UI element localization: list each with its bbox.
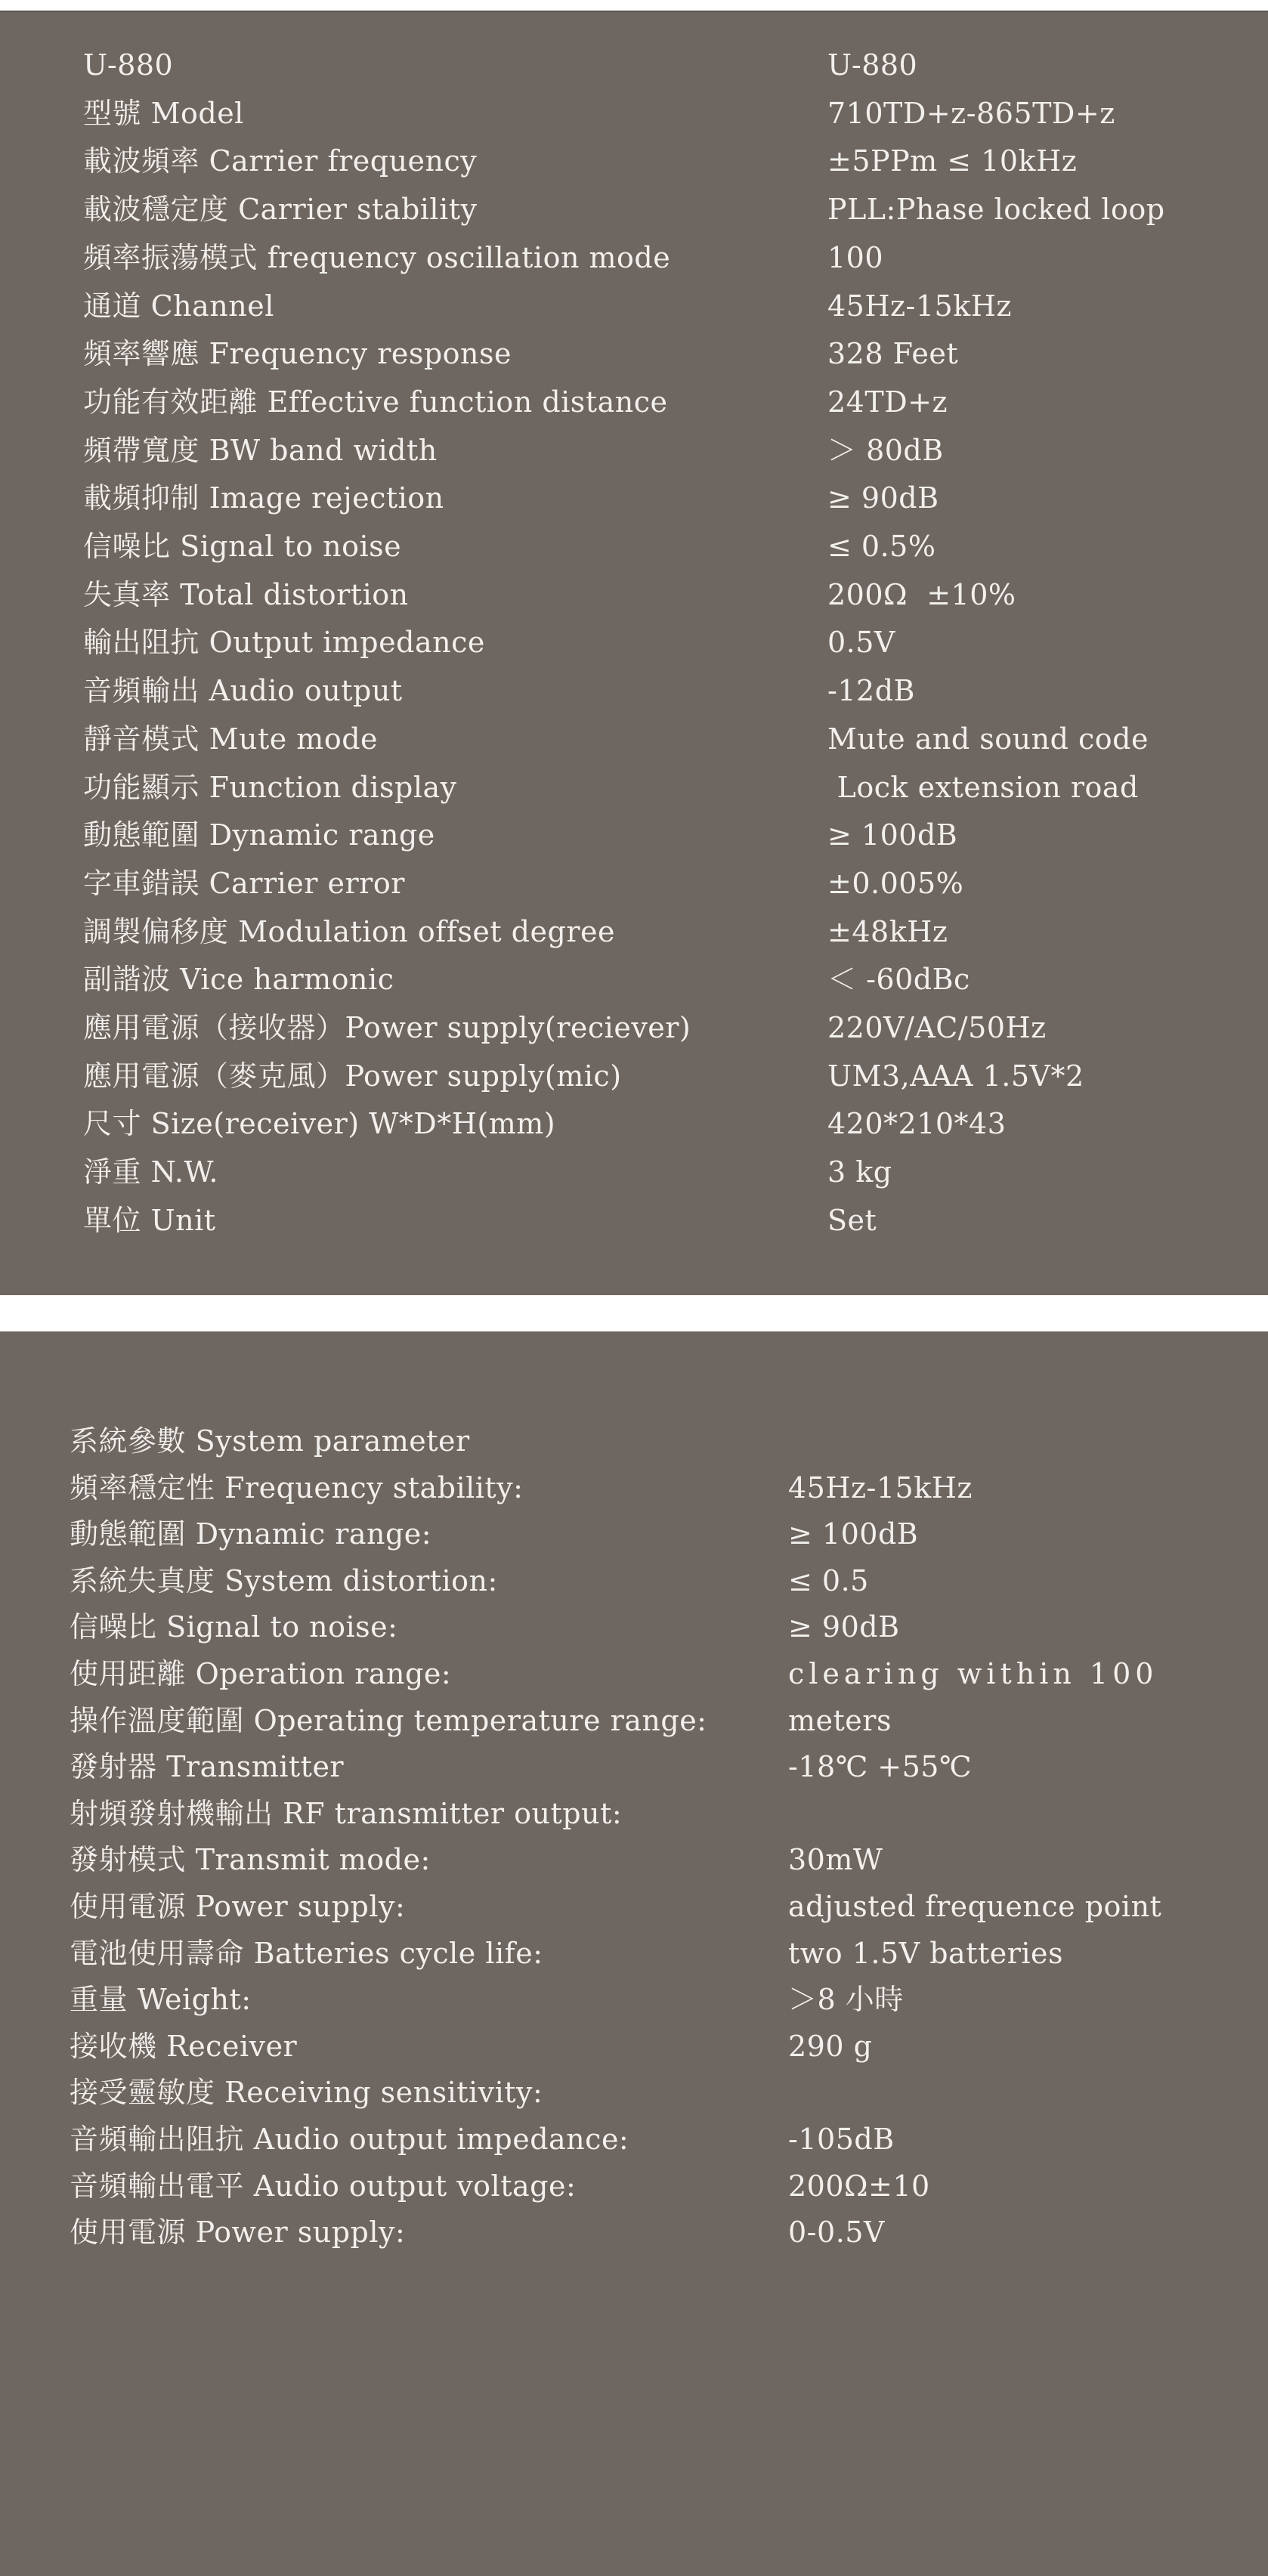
- spec-label: 應用電源（麥克風）Power supply(mic): [83, 1059, 622, 1093]
- spec-value: 3 kg: [827, 1155, 892, 1189]
- spec-row: [0, 1053, 1268, 1099]
- spec-label: 功能顯示 Function display: [83, 770, 457, 804]
- spec-label: 音頻輸出 Audio output: [83, 674, 403, 708]
- spec-value: Set: [827, 1203, 877, 1237]
- spec-value: -18℃ +55℃: [788, 1750, 972, 1784]
- spec-label: 功能有效距離 Effective function distance: [83, 385, 668, 419]
- spec-value: UM3,AAA 1.5V*2: [827, 1059, 1084, 1093]
- spec-value: ≥ 100dB: [788, 1517, 919, 1551]
- spec-row: [0, 331, 1268, 376]
- spec-row: [0, 572, 1268, 617]
- spec-row: [0, 235, 1268, 280]
- spec-row: [0, 1744, 1268, 1789]
- spec-value: 0.5V: [827, 626, 895, 660]
- spec-row: [0, 957, 1268, 1002]
- spec-row: [0, 1198, 1268, 1243]
- spec-label: 電池使用壽命 Batteries cycle life:: [70, 1936, 543, 1970]
- spec-label: 系統失真度 System distortion:: [70, 1563, 498, 1597]
- spec-row: [0, 2163, 1268, 2209]
- spec-label: 信噪比 Signal to noise: [83, 530, 402, 563]
- spec-value: PLL:Phase locked loop: [827, 193, 1165, 227]
- spec-value: -105dB: [788, 2123, 895, 2156]
- spec-value: Lock extension road: [827, 770, 1139, 804]
- spec-row: [0, 861, 1268, 906]
- spec-label: U-880: [83, 48, 174, 82]
- spec-value: Mute and sound code: [827, 722, 1149, 756]
- spec-row: [0, 1977, 1268, 2022]
- spec-value: 24TD+z: [827, 385, 948, 419]
- spec-row: [0, 1651, 1268, 1696]
- spec-label: 頻率穩定性 Frequency stability:: [70, 1470, 524, 1504]
- spec-label: 尺寸 Size(receiver) W*D*H(mm): [83, 1107, 556, 1141]
- spec-label: 動態範圍 Dynamic range: [83, 818, 435, 852]
- spec-value: 45Hz-15kHz: [827, 289, 1012, 323]
- spec-value: 100: [827, 240, 884, 274]
- spec-label: 頻率振蕩模式 frequency oscillation mode: [83, 240, 671, 274]
- spec-row: [0, 1005, 1268, 1050]
- spec-row: [0, 475, 1268, 521]
- spec-label: 靜音模式 Mute mode: [83, 722, 379, 756]
- spec-label: 使用距離 Operation range:: [70, 1657, 452, 1690]
- spec-label: 音頻輸出電平 Audio output voltage:: [70, 2169, 577, 2203]
- spec-value: 200Ω ±10%: [827, 577, 1016, 611]
- spec-label: 型號 Model: [83, 96, 244, 130]
- spec-row: [0, 1558, 1268, 1603]
- spec-panel: [0, 11, 1268, 1295]
- spec-label: 載波頻率 Carrier frequency: [83, 144, 478, 178]
- spec-value: ＞ 80dB: [827, 433, 944, 467]
- spec-label: 單位 Unit: [83, 1203, 216, 1237]
- spec-value: meters: [788, 1703, 892, 1737]
- spec-value: clearing within 100: [788, 1657, 1158, 1690]
- spec-row: [0, 524, 1268, 569]
- spec-label: 調製偏移度 Modulation offset degree: [83, 914, 615, 948]
- spec-label: 射頻發射機輸出 RF transmitter output:: [70, 1796, 623, 1830]
- spec-row: [0, 812, 1268, 858]
- spec-value: ±0.005%: [827, 866, 964, 900]
- spec-row: [0, 1465, 1268, 1511]
- spec-row: [0, 1418, 1268, 1464]
- spec-row: [0, 187, 1268, 232]
- spec-row: [0, 1931, 1268, 1976]
- spec-label: 載波穩定度 Carrier stability: [83, 193, 478, 227]
- spec-label: 使用電源 Power supply:: [70, 1890, 406, 1923]
- spec-value: ≥ 90dB: [788, 1610, 900, 1644]
- spec-label: 發射模式 Transmit mode:: [70, 1843, 431, 1877]
- spec-label: 通道 Channel: [83, 289, 274, 323]
- spec-label: 失真率 Total distortion: [83, 577, 409, 611]
- spec-row: [0, 2024, 1268, 2069]
- spec-row: [0, 1698, 1268, 1743]
- spec-value: 328 Feet: [827, 337, 959, 371]
- spec-label: 重量 Weight:: [70, 1983, 252, 2017]
- spec-label: 頻帶寬度 BW band width: [83, 433, 438, 467]
- spec-label: 使用電源 Power supply:: [70, 2216, 406, 2250]
- spec-row: [0, 1837, 1268, 1882]
- spec-value: -12dB: [827, 674, 915, 708]
- spec-label: 信噪比 Signal to noise:: [70, 1610, 398, 1644]
- spec-row: [0, 620, 1268, 665]
- spec-label: 操作溫度範圍 Operating temperature range:: [70, 1703, 707, 1737]
- spec-value: U-880: [827, 48, 918, 82]
- spec-row: [0, 1791, 1268, 1836]
- system-parameter-panel: [0, 1331, 1268, 2576]
- spec-value: ≤ 0.5%: [827, 530, 936, 563]
- spec-value: 0-0.5V: [788, 2216, 885, 2250]
- spec-label: 載頻抑制 Image rejection: [83, 481, 444, 515]
- spec-row: [0, 1149, 1268, 1195]
- spec-row: [0, 379, 1268, 425]
- spec-value: ＜ -60dBc: [827, 963, 970, 997]
- spec-value: two 1.5V batteries: [788, 1936, 1064, 1970]
- spec-row: [0, 2210, 1268, 2255]
- spec-row: [0, 42, 1268, 88]
- spec-label: 發射器 Transmitter: [70, 1750, 345, 1784]
- spec-value: 30mW: [788, 1843, 883, 1877]
- spec-label: 頻率響應 Frequency response: [83, 337, 512, 371]
- spec-row: [0, 765, 1268, 810]
- spec-label: 接收機 Receiver: [70, 2029, 298, 2063]
- spec-value: ±5PPm ≤ 10kHz: [827, 144, 1078, 178]
- spec-row: [0, 1604, 1268, 1650]
- spec-row: [0, 428, 1268, 473]
- spec-value: ≤ 0.5: [788, 1563, 869, 1597]
- spec-row: [0, 1101, 1268, 1146]
- spec-value: adjusted frequence point: [788, 1890, 1162, 1923]
- spec-row: [0, 91, 1268, 136]
- spec-label: 字車錯誤 Carrier error: [83, 866, 405, 900]
- spec-value: 710TD+z-865TD+z: [827, 96, 1115, 130]
- spec-value: 290 g: [788, 2029, 873, 2063]
- spec-value: ≥ 100dB: [827, 818, 958, 852]
- spec-value: 220V/AC/50Hz: [827, 1011, 1047, 1044]
- spec-label: 應用電源（接收器）Power supply(reciever): [83, 1011, 691, 1044]
- spec-value: ±48kHz: [827, 914, 948, 948]
- spec-value: ≥ 90dB: [827, 481, 939, 515]
- spec-row: [0, 138, 1268, 184]
- spec-label: 音頻輸出阻抗 Audio output impedance:: [70, 2123, 629, 2156]
- spec-label: 系統參數 System parameter: [70, 1424, 470, 1458]
- spec-row: [0, 1884, 1268, 1929]
- spec-value: 420*210*43: [827, 1107, 1007, 1141]
- spec-row: [0, 2070, 1268, 2115]
- spec-row: [0, 668, 1268, 713]
- spec-row: [0, 716, 1268, 762]
- spec-label: 動態範圍 Dynamic range:: [70, 1517, 432, 1551]
- spec-row: [0, 2117, 1268, 2162]
- spec-label: 接受靈敏度 Receiving sensitivity:: [70, 2076, 543, 2110]
- spec-label: 副諧波 Vice harmonic: [83, 963, 394, 997]
- spec-value: 200Ω±10: [788, 2169, 930, 2203]
- spec-row: [0, 283, 1268, 329]
- spec-label: 輸出阻抗 Output impedance: [83, 626, 485, 660]
- spec-value: ＞8 小時: [788, 1983, 904, 2017]
- spec-row: [0, 1511, 1268, 1557]
- spec-value: 45Hz-15kHz: [788, 1470, 973, 1504]
- spec-row: [0, 909, 1268, 954]
- spec-label: 淨重 N.W.: [83, 1155, 218, 1189]
